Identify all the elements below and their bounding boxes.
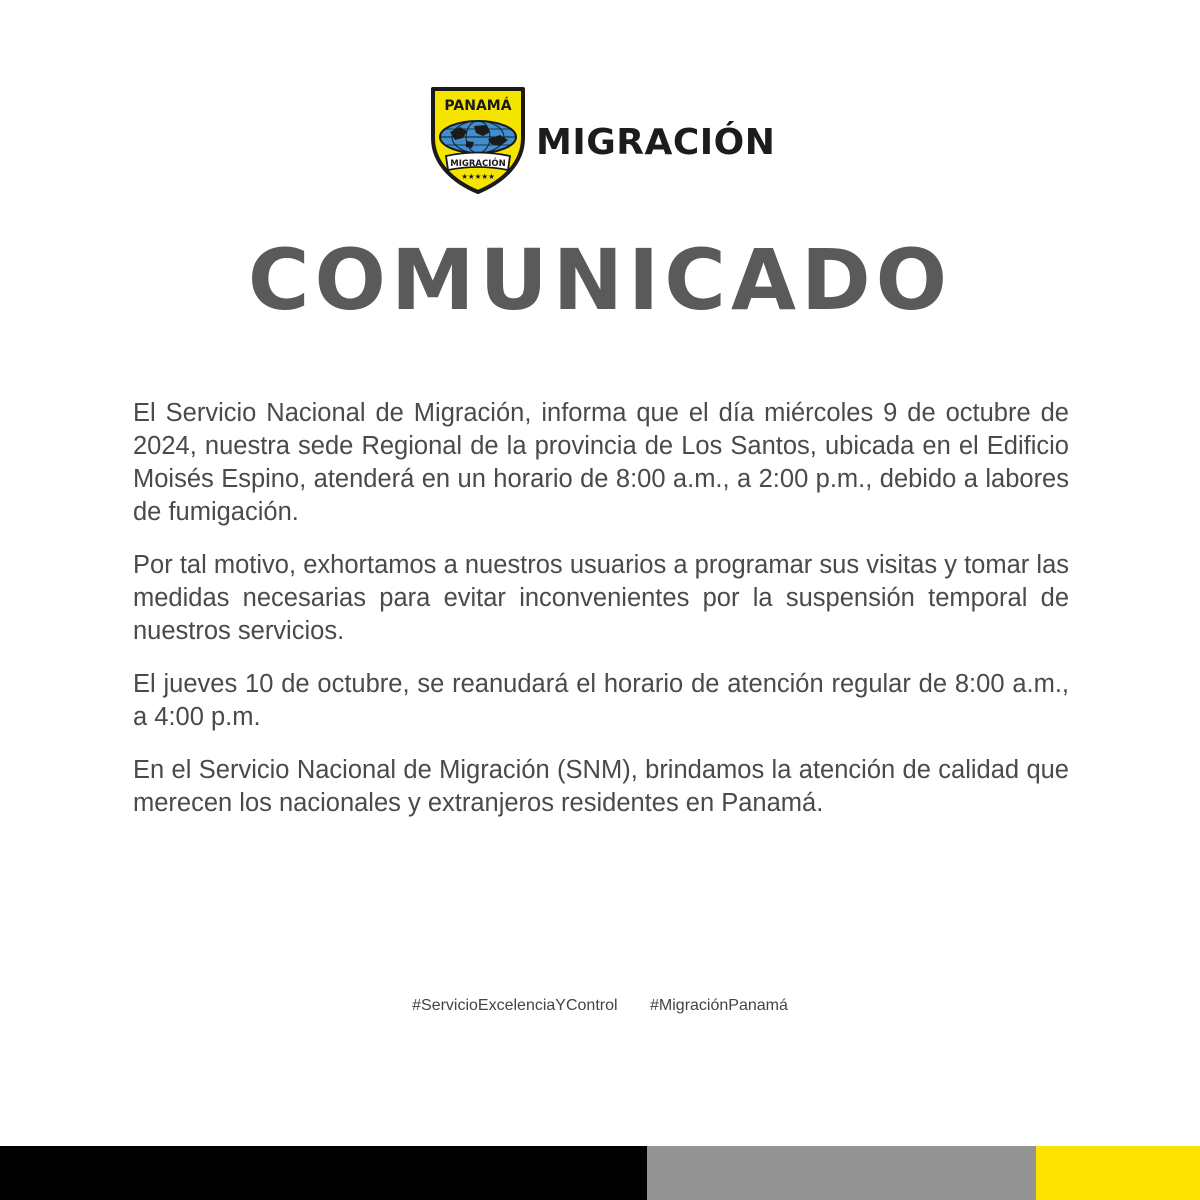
globe-icon — [440, 121, 516, 153]
shield-top-text: PANAMÁ — [444, 98, 512, 114]
shield-icon — [430, 86, 526, 194]
header — [0, 80, 1200, 196]
hashtag-servicio: #ServicioExcelenciaYControl — [412, 997, 618, 1014]
shield-banner-text: MIGRACIÓN — [450, 159, 506, 169]
brand-name: MIGRACIÓN — [536, 122, 776, 163]
paragraph-3: El jueves 10 de octubre, se reanudará el horario de atención regular de 8:00 a.m., a 4:00 p.m. — [133, 670, 1069, 731]
footer-bar-yellow — [1036, 1146, 1200, 1200]
footer-bar-gray — [647, 1146, 1036, 1200]
footer-bar-black — [0, 1146, 647, 1200]
shield-stars: ★★★★★ — [461, 172, 495, 181]
hashtags — [0, 997, 1200, 1015]
hashtag-migracion: #MigraciónPanamá — [650, 997, 788, 1014]
paragraph-1: El Servicio Nacional de Migración, informa que el día miércoles 9 de octubre de 2024, nuestra sede Regional de la provincia de Los Santos, ubicada en el Edificio Moisés Espino, atenderá en un horario de 8:00 a.m., a 2:00 p.m., debido a labores de fumigación. — [133, 399, 1069, 526]
migracion-shield-logo — [430, 86, 526, 194]
announcement-body — [133, 397, 1069, 840]
paragraph-2: Por tal motivo, exhortamos a nuestros usuarios a programar sus visitas y tomar las medidas necesarias para evitar inconvenientes por la suspensión temporal de nuestros servicios. — [133, 551, 1069, 645]
footer-color-bar — [0, 1146, 1200, 1200]
page-title: COMUNICADO — [247, 231, 953, 329]
paragraph-4: En el Servicio Nacional de Migración (SNM), brindamos la atención de calidad que merecen los nacionales y extranjeros residentes en Panamá. — [133, 756, 1069, 817]
